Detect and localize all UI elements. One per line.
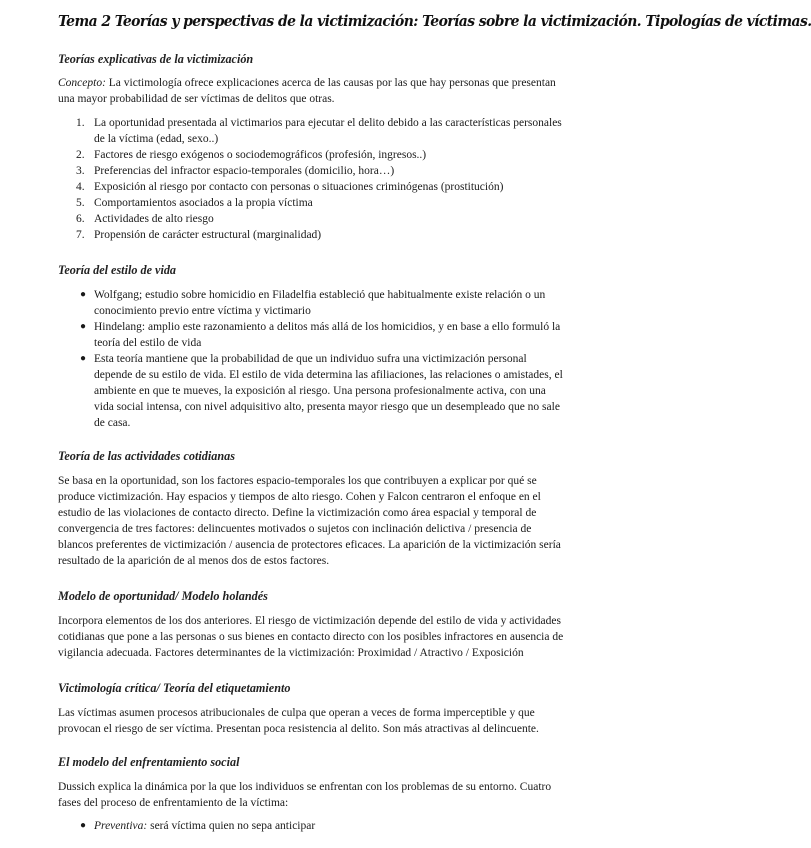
concept-paragraph	[58, 75, 566, 107]
list-item: 2. Factores de riesgo exógenos o sociodemográficos (profesión, ingresos..)	[76, 149, 427, 161]
list-item: 7. Propensión de carácter estructural (marginalidad)	[76, 229, 322, 241]
section-heading-estilo-de-vida: Teoría del estilo de vida	[58, 263, 177, 277]
list-item: 4. Exposición al riesgo por contacto con personas o situaciones criminógenas (prostitución)	[76, 181, 504, 193]
bullet-list	[58, 287, 566, 431]
section-paragraph: Dussich explica la dinámica por la que los individuos se enfrentan con los problemas de su entorno. Cuatro fases del proceso de enfrentamiento de la víctima:	[58, 781, 552, 809]
document-title: Tema 2 Teorías y perspectivas de la victimización: Teorías sobre la victimización. Tipologías de víctimas.	[58, 13, 811, 30]
list-item: 6. Actividades de alto riesgo	[76, 213, 214, 225]
section-heading-teorias-explicativas: Teorías explicativas de la victimización	[58, 52, 254, 66]
section-heading-modelo-oportunidad: Modelo de oportunidad/ Modelo holandés	[58, 589, 268, 603]
section-paragraph: Incorpora elementos de los dos anteriores. El riesgo de victimización depende del estilo de vida y actividades cotidianas que pone a las personas o sus bienes en contacto directo con los posibles infractores en ausencia de vigilancia adecuada. Factores determinantes de la victimización: Proximidad / Atractivo / Exposición	[58, 615, 564, 659]
list-item: ● Esta teoría mantiene que la probabilidad de que un individuo sufra una victimización personal depende de su estilo de vida. El estilo de vida determina las afiliaciones, las relaciones o amistades, el ambiente en que te mueves, la exposición al riesgo. Una persona profesionalmente activa, con una vida social intensa, con nivel adquisitivo alto, presenta mayor riesgo que un desempleado que no sale de casa.	[80, 353, 563, 429]
concept-lead: Concepto:	[58, 77, 106, 89]
list-item: 3. Preferencias del infractor espacio-temporales (domicilio, hora…)	[76, 165, 395, 177]
bullet-icon: ●	[80, 321, 87, 332]
list-item: ● Wolfgang; estudio sobre homicidio en Filadelfia estableció que habitualmente existe relación o un conocimiento previo entre víctima y victimario	[80, 289, 546, 317]
bullet-list	[58, 818, 566, 834]
numbered-list	[58, 115, 566, 243]
list-item: ● Preventiva: será víctima quien no sepa anticipar	[80, 820, 316, 832]
section-paragraph: Las víctimas asumen procesos atribucionales de culpa que operan a veces de forma imperceptible y que provocan el riesgo de ser víctima. Presentan poca resistencia al delito. Son más atractivas al delincuente.	[58, 707, 539, 735]
section-paragraph: Se basa en la oportunidad, son los factores espacio-temporales los que contribuyen a explicar por qué se produce victimización. Hay espacios y tiempos de alto riesgo. Cohen y Falcon centraron el enfoque en el estudio de las violaciones de contacto directo. Define la victimización como área espacial y temporal de convergencia de tres factores: delincuentes motivados o sujetos con inclinación delictiva / presencia de blancos preferentes de victimización / ausencia de protectores eficaces. La aparición de la victimización sería resultado de la aparición de al menos dos de estos factores.	[58, 475, 561, 567]
concept-text: La victimología ofrece explicaciones acerca de las causas por las que hay personas que presentan una mayor probabilidad de ser víctimas de delitos que otras.	[58, 77, 556, 105]
section-heading-actividades-cotidianas: Teoría de las actividades cotidianas	[58, 449, 235, 463]
section-heading-enfrentamiento-social: El modelo del enfrentamiento social	[58, 755, 240, 769]
bullet-icon: ●	[80, 289, 87, 300]
bullet-icon: ●	[80, 820, 87, 831]
list-item: 1. La oportunidad presentada al victimarios para ejecutar el delito debido a las características personales de la víctima (edad, sexo..)	[76, 117, 562, 145]
section-heading-victimologia-critica: Victimología crítica/ Teoría del etiquetamiento	[58, 681, 291, 695]
bullet-icon: ●	[80, 353, 87, 364]
list-item: 5. Comportamientos asociados a la propia víctima	[76, 197, 313, 209]
list-item: ● Hindelang: amplio este razonamiento a delitos más allá de los homicidios, y en base a ello formuló la teoría del estilo de vida	[80, 321, 561, 349]
